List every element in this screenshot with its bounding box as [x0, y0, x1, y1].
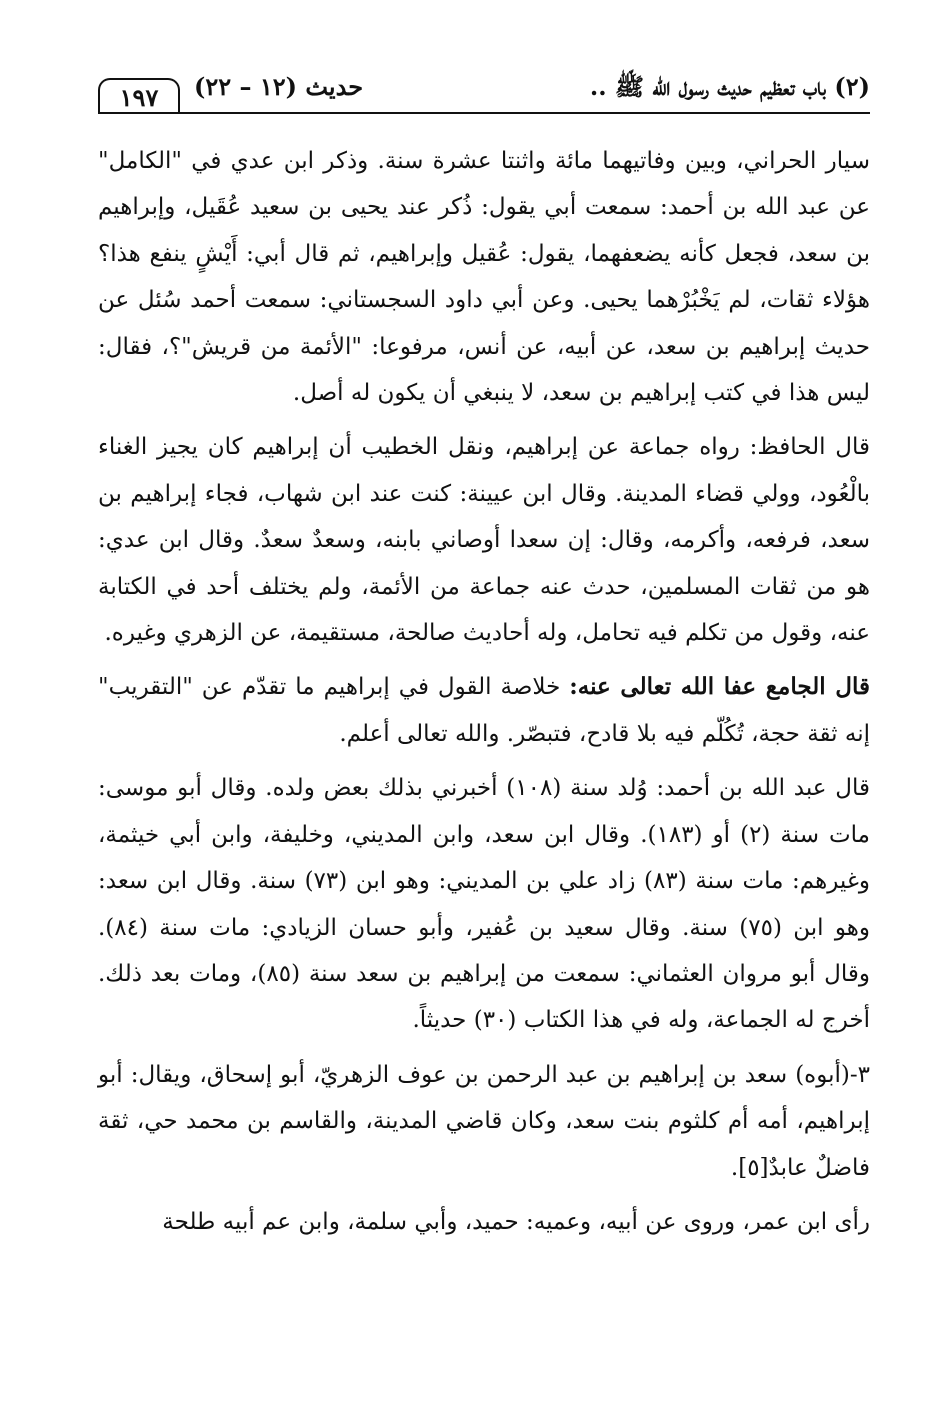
- paragraph: قال عبد الله بن أحمد: وُلد سنة (١٠٨) أخبرني بذلك بعض ولده. وقال أبو موسى: مات سنة (٢) أو (١٨٣). وقال ابن سعد، وابن المديني، وخليفة، وابن أبي خيثمة، وغيرهم: مات سنة (٨٣) زاد علي بن المديني: وهو ابن (٧٣) سنة. وقال ابن سعد: وهو ابن (٧٥) سنة. وقال سعيد بن عُفير، وأبو حسان الزيادي: مات سنة (٨٤). وقال أبو مروان العثماني: سمعت من إبراهيم بن سعد سنة (٨٥)، ومات بعد ذلك. أخرج له الجماعة، وله في هذا الكتاب (٣٠) حديثاً.: [98, 775, 870, 1034]
- page-header: [98, 62, 870, 118]
- chapter-title: (٢) باب تعظيم حديث رسول الله ﷺ ..: [589, 72, 870, 101]
- paragraph: قال الجامع عفا الله تعالى عنه: خلاصة القول في إبراهيم ما تقدّم عن "التقريب" إنه ثقة حجة، تُكُلّم فيه بلا قادح، فتبصّر. والله تعالى أعلم.: [98, 673, 870, 747]
- hadith-range: حديث (١٢ – ٢٢): [194, 72, 364, 101]
- body-text: [98, 138, 870, 1253]
- paragraph: سيار الحراني، وبين وفاتيهما مائة واثنتا عشرة سنة. وذكر ابن عدي في "الكامل" عن عبد الله بن أحمد: سمعت أبي يقول: ذُكر عند يحيى بن سعيد عُقَيل، وإبراهيم بن سعد، فجعل كأنه يضعفهما، يقول: عُقيل وإبراهيم، ثم قال أبي: أَيْشٍ ينفع هذا؟ هؤلاء ثقات، لم يَخْبُرْهما يحيى. وعن أبي داود السجستاني: سمعت أحمد سُئل عن حديث إبراهيم بن سعد، عن أبيه، عن أنس، مرفوعا: "الأئمة من قريش"؟، فقال: ليس هذا في كتب إبراهيم بن سعد، لا ينبغي أن يكون له أصل.: [98, 148, 870, 407]
- paragraph: قال الحافظ: رواه جماعة عن إبراهيم، ونقل الخطيب أن إبراهيم كان يجيز الغناء بالْعُود، وولي قضاء المدينة. وقال ابن عيينة: كنت عند ابن شهاب، فجاء إبراهيم بن سعد، فرفعه، وأكرمه، وقال: إن سعدا أوصاني بابنه، وسعدٌ سعدٌ. وقال ابن عدي: هو من ثقات المسلمين، حدث عنه جماعة من الأئمة، ولم يختلف أحد في الكتابة عنه، وقول من تكلم فيه تحامل، وله أحاديث صالحة، مستقيمة، عن الزهري وغيره.: [98, 434, 870, 647]
- author-note-lead: قال الجامع عفا الله تعالى عنه:: [569, 673, 870, 701]
- paragraph: رأى ابن عمر، وروى عن أبيه، وعميه: حميد، وأبي سلمة، وابن عم أبيه طلحة: [162, 1208, 870, 1235]
- header-divider: [98, 112, 870, 114]
- page-number-box: ١٩٧: [98, 78, 180, 114]
- paragraph: ٣-(أبوه) سعد بن إبراهيم بن عبد الرحمن بن عوف الزهريّ، أبو إسحاق، ويقال: أبو إبراهيم، أمه أم كلثوم بنت سعد، وكان قاضي المدينة، والقاسم بن محمد حي، ثقة فاضلٌ عابدٌ[٥].: [98, 1061, 870, 1181]
